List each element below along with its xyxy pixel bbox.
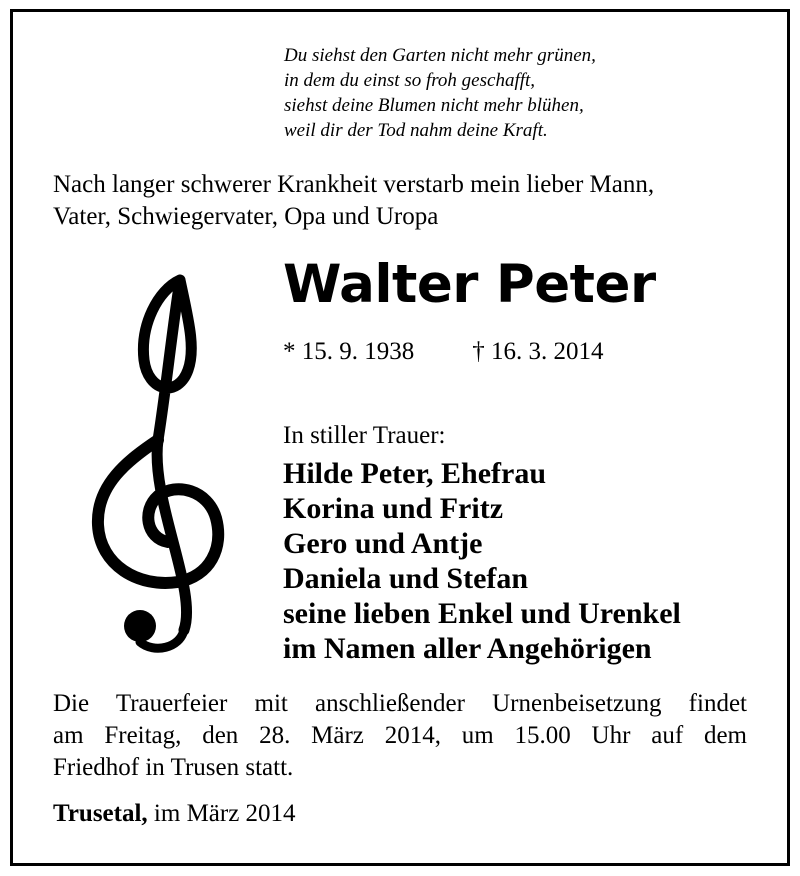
- mourner-line: im Namen aller Angehörigen: [283, 632, 652, 665]
- mourner-line: Korina und Fritz: [283, 492, 504, 525]
- announcement-line: Nach langer schwerer Krankheit verstarb mein lieber Mann,: [53, 171, 655, 198]
- funeral-details-line: Die Trauerfeier mit anschließender Urnenbeisetzung findet: [53, 690, 747, 717]
- poem-line: Du siehst den Garten nicht mehr grünen,: [284, 45, 596, 66]
- death-date: † 16. 3. 2014: [472, 338, 604, 365]
- poem-line: in dem du einst so froh geschafft,: [284, 70, 536, 91]
- deceased-name: Walter Peter: [283, 254, 656, 315]
- memorial-poem: [284, 43, 704, 143]
- death-announcement: [53, 169, 753, 233]
- funeral-details: [53, 688, 747, 784]
- mourner-line: Daniela und Stefan: [283, 562, 529, 595]
- mourner-line: seine lieben Enkel und Urenkel: [283, 597, 681, 630]
- place-date: im März 2014: [153, 800, 296, 827]
- poem-line: weil dir der Tod nahm deine Kraft.: [284, 120, 548, 141]
- mourner-line: Gero und Antje: [283, 527, 483, 560]
- treble-clef-icon: [88, 270, 228, 660]
- mourner-line: Hilde Peter, Ehefrau: [283, 457, 547, 490]
- funeral-details-line: Friedhof in Trusen statt.: [53, 754, 294, 781]
- life-dates: [283, 336, 604, 368]
- mourning-label: In stiller Trauer:: [283, 422, 446, 449]
- funeral-details-line: am Freitag, den 28. März 2014, um 15.00 Uhr auf dem: [53, 722, 747, 749]
- birth-date: * 15. 9. 1938: [283, 338, 415, 365]
- poem-line: siehst deine Blumen nicht mehr blühen,: [284, 95, 584, 116]
- mourners-list: [283, 456, 681, 666]
- announcement-line: Vater, Schwiegervater, Opa und Uropa: [53, 203, 439, 230]
- place-and-date: [53, 798, 296, 830]
- place-town: Trusetal,: [53, 800, 148, 827]
